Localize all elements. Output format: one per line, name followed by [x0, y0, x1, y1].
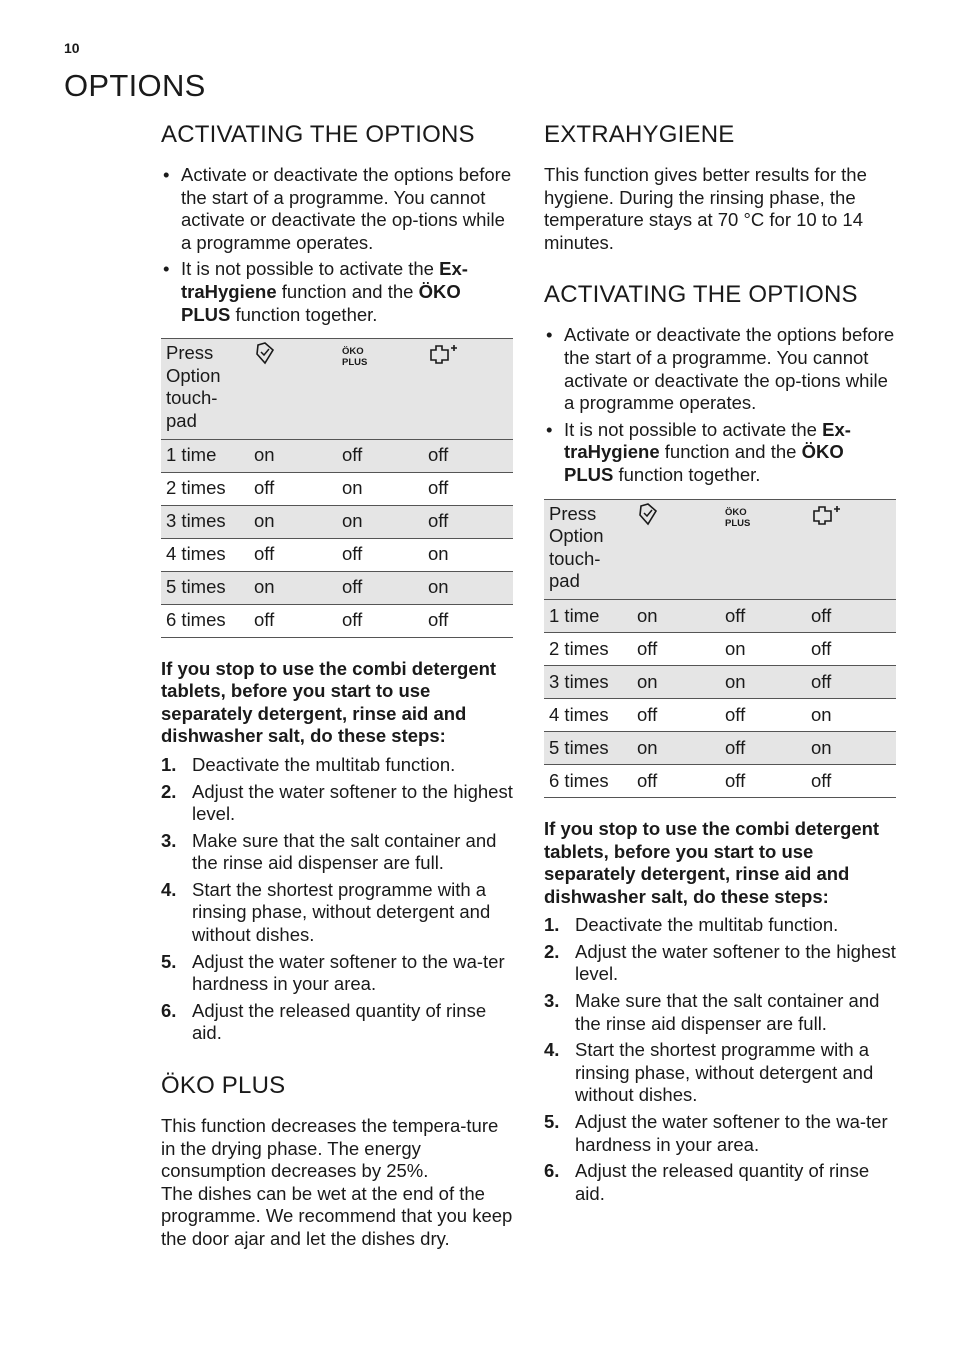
left-column	[161, 120, 513, 1251]
step-item: 5. Adjust the water softener to the wa-ter hardness in your area.	[161, 950, 505, 995]
warning-text: If you stop to use the combi detergent tablets, before you start to use separately detergent, rinse aid and dishwasher salt, do these steps:	[544, 817, 880, 907]
step-item: 3. Make sure that the salt container and the rinse aid dispenser are full.	[161, 829, 497, 874]
step-item: 3. Make sure that the salt container and the rinse aid dispenser are full.	[544, 990, 880, 1034]
table-header-row	[544, 499, 896, 599]
section-heading-extrahygiene: EXTRAHYGIENE	[544, 121, 735, 148]
options-table	[544, 499, 896, 798]
bullet-list	[544, 324, 896, 486]
table-header-row	[161, 339, 513, 439]
extrahygiene-paragraph: This function gives better results for the hygiene. During the rinsing phase, the temperature stays at 70 °C for 10 to 14 minutes.	[544, 164, 867, 253]
page-title: OPTIONS	[64, 68, 206, 103]
bullet-item: • Activate or deactivate the options before the start of a programme. You cannot activate or deactivate the op-tions while a programme operates.	[546, 324, 895, 414]
extrahygiene-icon	[632, 499, 720, 599]
plus-puzzle-icon	[806, 499, 896, 599]
table-row: 4 times off off on	[544, 698, 896, 731]
steps-list	[161, 754, 513, 1045]
step-item: 4. Start the shortest programme with a rinsing phase, without detergent and without dishes.	[161, 878, 491, 946]
oko-plus-icon: ÖKO PLUS	[337, 339, 423, 439]
page-number: 10	[64, 40, 80, 56]
table-row: 1 time on off off	[161, 439, 513, 472]
bullet-item: • It is not possible to activate the Ex-traHygiene function and the ÖKO PLUS function together.	[163, 258, 468, 325]
right-column	[544, 120, 896, 1209]
table-row: 6 times off off off	[161, 604, 513, 637]
step-item: 2. Adjust the water softener to the highest level.	[544, 940, 896, 985]
extrahygiene-icon	[249, 339, 337, 439]
step-item: 6. Adjust the released quantity of rinse aid.	[544, 1160, 870, 1204]
plus-puzzle-icon	[423, 339, 513, 439]
oko-plus-paragraph-2: The dishes can be wet at the end of the programme. We recommend that you keep the door ajar and let the dishes dry.	[161, 1182, 513, 1249]
step-item: 6. Adjust the released quantity of rinse aid.	[161, 999, 487, 1044]
table-row: 1 time on off off	[544, 599, 896, 632]
step-item: 1. Deactivate the multitab function.	[544, 914, 839, 936]
bullet-item: • Activate or deactivate the options before the start of a programme. You cannot activate or deactivate the op-tions while a programme operates.	[163, 164, 512, 253]
section-heading-activating: ACTIVATING THE OPTIONS	[544, 281, 858, 309]
step-item: 1. Deactivate the multitab function.	[161, 753, 456, 775]
options-table	[161, 338, 513, 637]
table-row: 2 times off on off	[544, 632, 896, 665]
bullet-item: • It is not possible to activate the Ex-traHygiene function and the ÖKO PLUS function together.	[546, 418, 851, 485]
warning-text: If you stop to use the combi detergent tablets, before you start to use separately detergent, rinse aid and dishwasher salt, do these steps:	[161, 657, 497, 747]
table-row: 5 times on off on	[544, 731, 896, 764]
table-row: 6 times off off off	[544, 764, 896, 797]
step-item: 2. Adjust the water softener to the highest level.	[161, 780, 513, 825]
table-row: 3 times on on off	[544, 665, 896, 698]
oko-plus-icon: ÖKO PLUS	[720, 499, 806, 599]
table-row: 5 times on off on	[161, 571, 513, 604]
table-row: 4 times off off on	[161, 538, 513, 571]
step-item: 5. Adjust the water softener to the wa-ter hardness in your area.	[544, 1111, 888, 1155]
table-row: 3 times on on off	[161, 505, 513, 538]
section-heading-oko-plus: ÖKO PLUS	[161, 1072, 286, 1100]
section-heading-activating: ACTIVATING THE OPTIONS	[161, 121, 475, 148]
header-press-option: Press Option touch-pad	[544, 499, 632, 599]
step-item: 4. Start the shortest programme with a rinsing phase, without detergent and without dishes.	[544, 1039, 874, 1106]
steps-list	[544, 914, 896, 1205]
bullet-list	[161, 164, 513, 326]
oko-plus-paragraph: This function decreases the tempera-ture in the drying phase. The energy consumption decreases by 25%.	[161, 1115, 499, 1182]
table-row: 2 times off on off	[161, 472, 513, 505]
header-press-option: Press Option touch-pad	[161, 339, 249, 439]
